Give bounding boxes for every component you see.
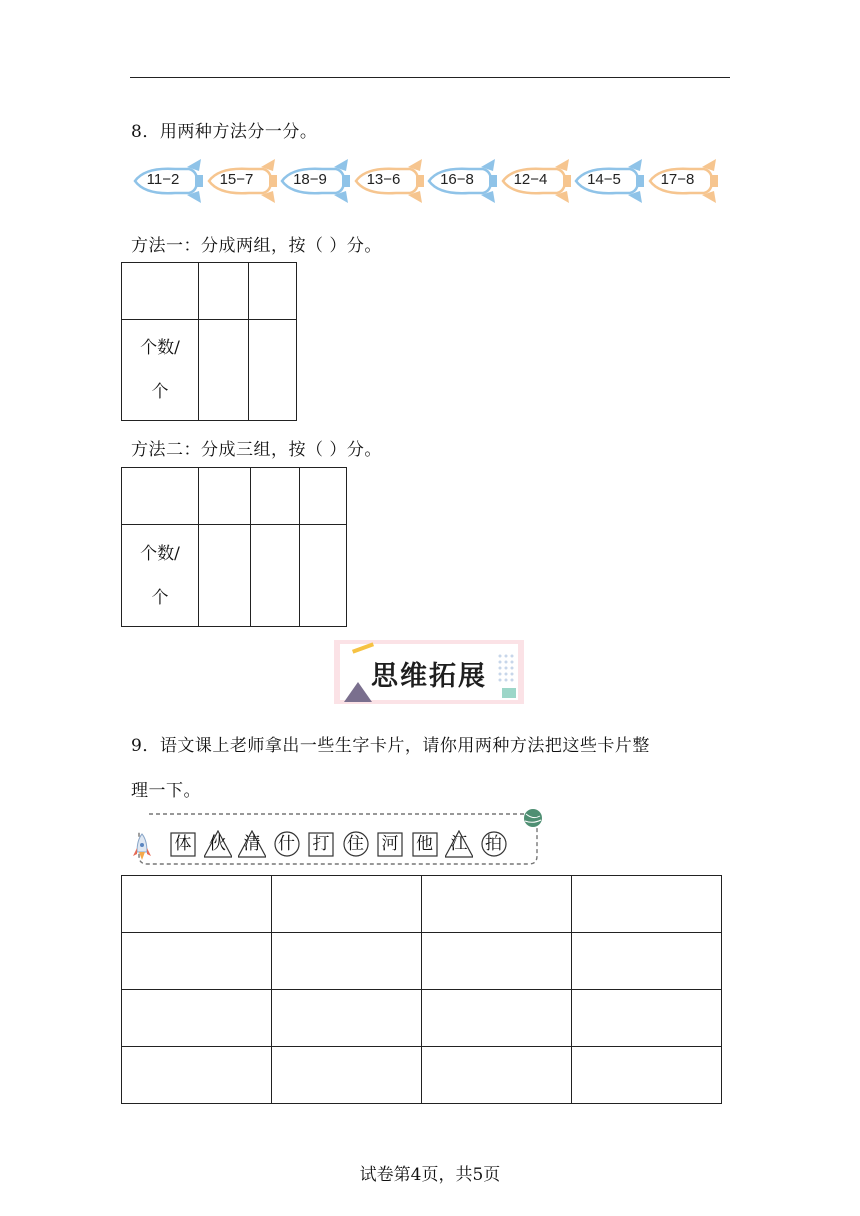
- question-9-table: [121, 875, 722, 1104]
- card-character: 什: [278, 834, 295, 854]
- table-cell[interactable]: [272, 1047, 422, 1104]
- rocket-card: [278, 157, 354, 205]
- table-cell[interactable]: [300, 468, 347, 525]
- character-card-strip: [131, 808, 551, 878]
- character-card-triangle: [238, 830, 266, 858]
- table-cell[interactable]: [572, 876, 722, 933]
- card-character: 他: [416, 834, 433, 854]
- rocket-expression: 17−8: [660, 171, 695, 188]
- character-card-square: [376, 830, 404, 858]
- table-cell[interactable]: [572, 990, 722, 1047]
- rocket-card: [425, 157, 501, 205]
- card-character: 住: [347, 834, 364, 854]
- table-cell[interactable]: [122, 468, 199, 525]
- method-2-table: [121, 467, 347, 627]
- method-1-table: [121, 262, 297, 421]
- card-character: 清: [243, 834, 261, 854]
- table-cell[interactable]: [572, 933, 722, 990]
- method-1-text: 方法一：分成两组，按（ ）分。: [131, 236, 382, 256]
- card-character: 江: [450, 834, 468, 854]
- card-character: 伙: [209, 834, 226, 854]
- page-footer: 试卷第4页，共5页: [359, 1165, 501, 1185]
- thinking-extension-banner: [334, 640, 524, 704]
- rocket-expression: 18−9: [293, 171, 327, 188]
- question-8-title: 8．用两种方法分一分。: [131, 122, 318, 142]
- banner-label: 思维拓展: [371, 661, 487, 692]
- table-cell[interactable]: [251, 525, 300, 627]
- rocket-card: [499, 157, 575, 205]
- table-cell[interactable]: [272, 990, 422, 1047]
- character-card-square: [169, 830, 197, 858]
- table-cell[interactable]: [572, 1047, 722, 1104]
- card-character: 打: [312, 834, 330, 854]
- character-card-square: [411, 830, 439, 858]
- rocket-card: [205, 157, 281, 205]
- rocket-card: [352, 157, 428, 205]
- rocket-expression: 12−4: [513, 171, 548, 188]
- method-2-text: 方法二：分成三组，按（ ）分。: [131, 440, 382, 460]
- card-character: 体: [174, 834, 192, 854]
- character-card-triangle: [204, 830, 232, 858]
- table-cell[interactable]: [199, 263, 249, 320]
- row-label-line1: 个数/: [140, 543, 180, 564]
- card-character: 河: [381, 834, 399, 854]
- row-label-count: [122, 320, 199, 421]
- row-label-line2: 个: [151, 382, 169, 402]
- row-label-line1: 个数/: [140, 338, 180, 358]
- rocket-card: [131, 157, 207, 205]
- character-card-square: [307, 830, 335, 858]
- table-cell[interactable]: [199, 320, 249, 421]
- character-card-circle: [273, 830, 301, 858]
- table-cell[interactable]: [249, 263, 297, 320]
- table-cell[interactable]: [199, 525, 251, 627]
- table-cell[interactable]: [300, 525, 347, 627]
- rocket-expression: 13−6: [366, 171, 401, 188]
- rocket-expression: 16−8: [440, 171, 474, 188]
- question-9-line2: 理一下。: [131, 781, 201, 801]
- table-cell[interactable]: [251, 468, 300, 525]
- header-rule: [130, 77, 730, 78]
- rocket-card: [572, 157, 648, 205]
- question-9-line1: 9．语文课上老师拿出一些生字卡片，请你用两种方法把这些卡片整: [131, 736, 650, 756]
- table-cell[interactable]: [422, 1047, 572, 1104]
- row-label-line2: 个: [151, 587, 169, 608]
- table-cell[interactable]: [249, 320, 297, 421]
- table-cell[interactable]: [122, 263, 199, 320]
- card-character: 拍: [485, 834, 502, 854]
- table-cell[interactable]: [272, 933, 422, 990]
- row-label-count: [122, 525, 199, 627]
- character-card-circle: [342, 830, 370, 858]
- table-cell[interactable]: [422, 990, 572, 1047]
- table-cell[interactable]: [122, 990, 272, 1047]
- rocket-expression: 14−5: [587, 171, 621, 188]
- rocket-card: [646, 157, 722, 205]
- table-cell[interactable]: [199, 468, 251, 525]
- table-cell[interactable]: [422, 876, 572, 933]
- rocket-expression: 15−7: [219, 171, 254, 188]
- table-cell[interactable]: [122, 933, 272, 990]
- table-cell[interactable]: [122, 1047, 272, 1104]
- character-card-circle: [480, 830, 508, 858]
- rocket-expression: 11−2: [146, 171, 180, 188]
- table-cell[interactable]: [272, 876, 422, 933]
- table-cell[interactable]: [422, 933, 572, 990]
- character-card-triangle: [445, 830, 473, 858]
- table-cell[interactable]: [122, 876, 272, 933]
- rocket-row: [131, 157, 721, 207]
